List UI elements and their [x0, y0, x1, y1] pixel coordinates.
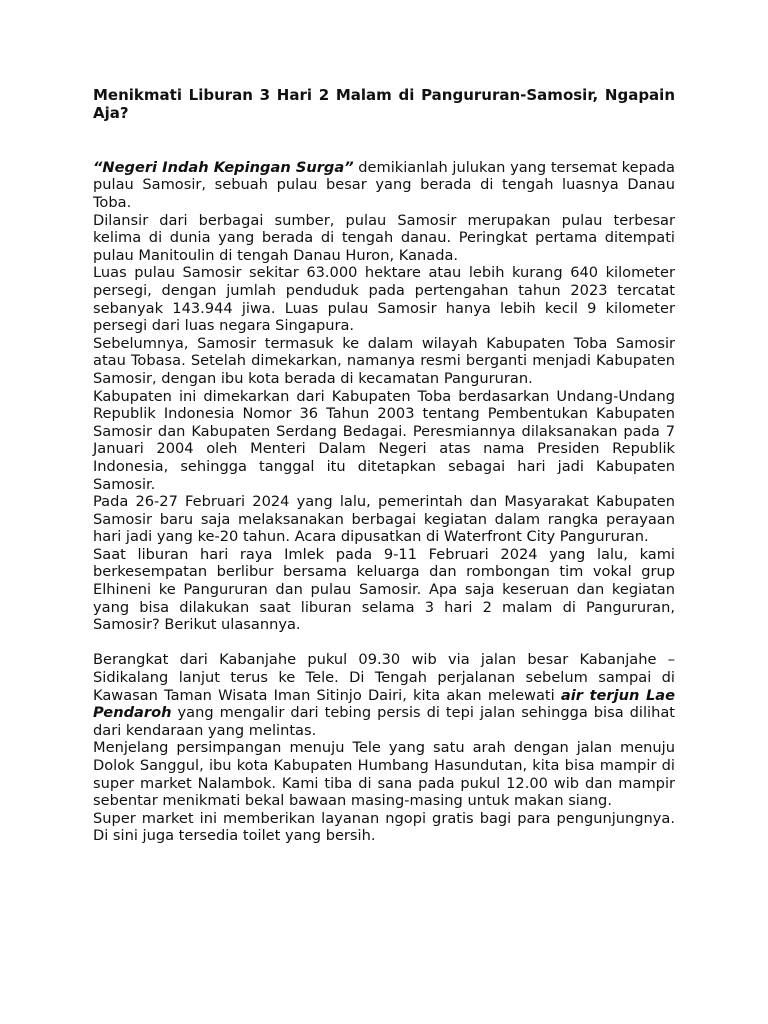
intro-emphasis: “Negeri Indah Kepingan Surga” — [93, 158, 354, 176]
document-body — [93, 159, 675, 845]
intro-text: demikianlah julukan yang tersemat kepada pulau Samosir, sebuah pulau besar yang berada di tengah luasnya Danau Toba. — [93, 158, 675, 211]
departure-text-a: Berangkat dari Kabanjahe pukul 09.30 wib via jalan besar Kabanjahe – Sidikalang lanjut terus ke Tele. Di Tengah perjalanan sebelum sampai di Kawasan Taman Wisata Iman Sitinjo Dairi, kita akan melewati — [93, 651, 675, 704]
waterfall-emphasis: air terjun Lae Pendaroh — [93, 686, 676, 722]
paragraph-anniversary: Pada 26-27 Februari 2024 yang lalu, pemerintah dan Masyarakat Kabupaten Samosir baru saja melaksanakan berbagai kegiatan dalam rangka perayaan hari jadi yang ke-20 tahun. Acara dipusatkan di Waterfront City Pangururan. — [93, 493, 675, 546]
paragraph-area: Luas pulau Samosir sekitar 63.000 hektare atau lebih kurang 640 kilometer persegi, dengan jumlah penduduk pada pertengahan tahun 2023 tercatat sebanyak 143.944 jiwa. Luas pulau Samosir hanya lebih kecil 9 kilometer persegi dari luas negara Singapura. — [93, 264, 675, 335]
paragraph-history: Sebelumnya, Samosir termasuk ke dalam wilayah Kabupaten Toba Samosir atau Tobasa. Setelah dimekarkan, namanya resmi berganti menjadi Kabupaten Samosir, dengan ibu kota berada di kecamatan Pangururan. — [93, 334, 675, 387]
paragraph-supermarket: Menjelang persimpangan menuju Tele yang satu arah dengan jalan menuju Dolok Sanggul, ibu kota Kabupaten Humbang Hasundutan, kita bisa mampir di super market Nalambok. Kami tiba di sana pada pukul 12.00 wib dan mampir sebentar menikmati bekal bawaan masing-masing untuk makan siang. — [93, 739, 675, 810]
departure-text-b: yang mengalir dari tebing persis di tepi jalan sehingga bisa dilihat dari kendaraan yang melintas. — [93, 704, 675, 739]
document-title: Menikmati Liburan 3 Hari 2 Malam di Pangururan-Samosir, Ngapain Aja? — [93, 86, 675, 123]
paragraph-ranking: Dilansir dari berbagai sumber, pulau Samosir merupakan pulau terbesar kelima di dunia yang berada di tengah danau. Peringkat pertama ditempati pulau Manitoulin di tengah Danau Huron, Kanada. — [93, 211, 675, 264]
paragraph-law: Kabupaten ini dimekarkan dari Kabupaten Toba berdasarkan Undang-Undang Republik Indonesia Nomor 36 Tahun 2003 tentang Pembentukan Kabupaten Samosir dan Kabupaten Serdang Bedagai. Peresmiannya dilaksanakan pada 7 Januari 2004 oleh Menteri Dalam Negeri atas nama Presiden Republik Indonesia, sehingga tanggal itu ditetapkan sebagai hari jadi Kabupaten Samosir. — [93, 387, 675, 493]
paragraph-intro — [93, 159, 675, 212]
paragraph-gap — [93, 634, 675, 652]
paragraph-departure — [93, 651, 675, 739]
paragraph-holiday: Saat liburan hari raya Imlek pada 9-11 Februari 2024 yang lalu, kami berkesempatan berlibur bersama keluarga dan rombongan tim vokal grup Elhineni ke Pangururan dan pulau Samosir. Apa saja keseruan dan kegiatan yang bisa dilakukan saat liburan selama 3 hari 2 malam di Pangururan, Samosir? Berikut ulasannya. — [93, 545, 675, 634]
paragraph-services: Super market ini memberikan layanan ngopi gratis bagi para pengunjungnya. Di sini juga tersedia toilet yang bersih. — [93, 809, 675, 845]
